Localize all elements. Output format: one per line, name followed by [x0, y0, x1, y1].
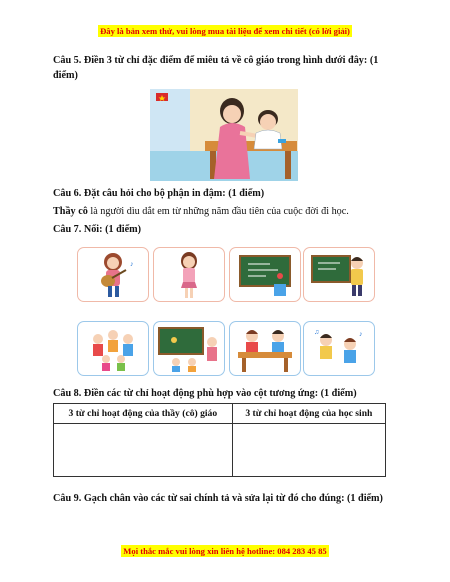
question-8 — [53, 386, 403, 401]
footer-banner-text: Mọi thắc mắc vui lòng xin liên hệ hotline: 084 283 45 85 — [123, 546, 327, 556]
question-6 — [53, 186, 403, 201]
q6-sentence — [53, 204, 403, 219]
svg-text:♫: ♫ — [314, 328, 320, 336]
question-7 — [53, 222, 403, 237]
header-banner — [0, 26, 450, 36]
q7-label: Câu 7. — [53, 224, 82, 235]
q8-label: Câu 8. — [53, 388, 82, 399]
answer-cell-teacher[interactable] — [54, 424, 233, 477]
footer-banner — [0, 546, 450, 556]
q6-bold-part: Thầy cô — [53, 206, 88, 217]
q7-text: Nối: (1 điểm) — [83, 224, 142, 235]
question-5 — [53, 53, 403, 83]
q5-label: Câu 5. — [53, 55, 82, 66]
table-row — [54, 424, 386, 477]
table-header-teacher: 3 từ chỉ hoạt động của thầy (cô) giáo — [54, 404, 233, 424]
girl-guitar-picture[interactable] — [77, 247, 149, 302]
kids-playing-picture[interactable] — [303, 321, 375, 376]
teacher-student-illustration — [150, 89, 298, 181]
table-header-student: 3 từ chỉ hoạt động của học sinh — [232, 404, 385, 424]
q6-text: Đặt câu hỏi cho bộ phận in đậm: (1 điểm) — [83, 188, 265, 199]
classroom-picture[interactable] — [153, 321, 225, 376]
girl-standing-picture[interactable] — [153, 247, 225, 302]
answer-table — [53, 403, 386, 477]
q5-text: Điền 3 từ chỉ đặc điểm để miêu tả về cô giáo trong hình dưới đây: (1 điểm) — [53, 55, 379, 81]
q6-label: Câu 6. — [53, 188, 82, 199]
svg-text:♪: ♪ — [359, 330, 363, 338]
q9-text: Gạch chân vào các từ sai chính tả và sửa lại từ đó cho đúng: (1 điểm) — [83, 493, 383, 504]
kids-dancing-picture[interactable] — [77, 321, 149, 376]
q9-label: Câu 9. — [53, 493, 82, 504]
kids-desks-picture[interactable] — [229, 321, 301, 376]
answer-cell-student[interactable] — [232, 424, 385, 477]
table-header-row — [54, 404, 386, 424]
q6-sentence-rest: là người dìu dắt em từ những năm đầu tiên của cuộc đời đi học. — [87, 206, 349, 217]
question-9 — [53, 491, 403, 506]
header-banner-text: Đây là bản xem thử, vui lòng mua tài liệu để xem chi tiết (có lời giải) — [100, 26, 350, 36]
teacher-blackboard-picture[interactable] — [303, 247, 375, 302]
blackboard-picture[interactable] — [229, 247, 301, 302]
svg-text:♪: ♪ — [130, 260, 134, 268]
q8-text: Điền các từ chỉ hoạt động phù hợp vào cột tương ứng: (1 điểm) — [83, 388, 357, 399]
